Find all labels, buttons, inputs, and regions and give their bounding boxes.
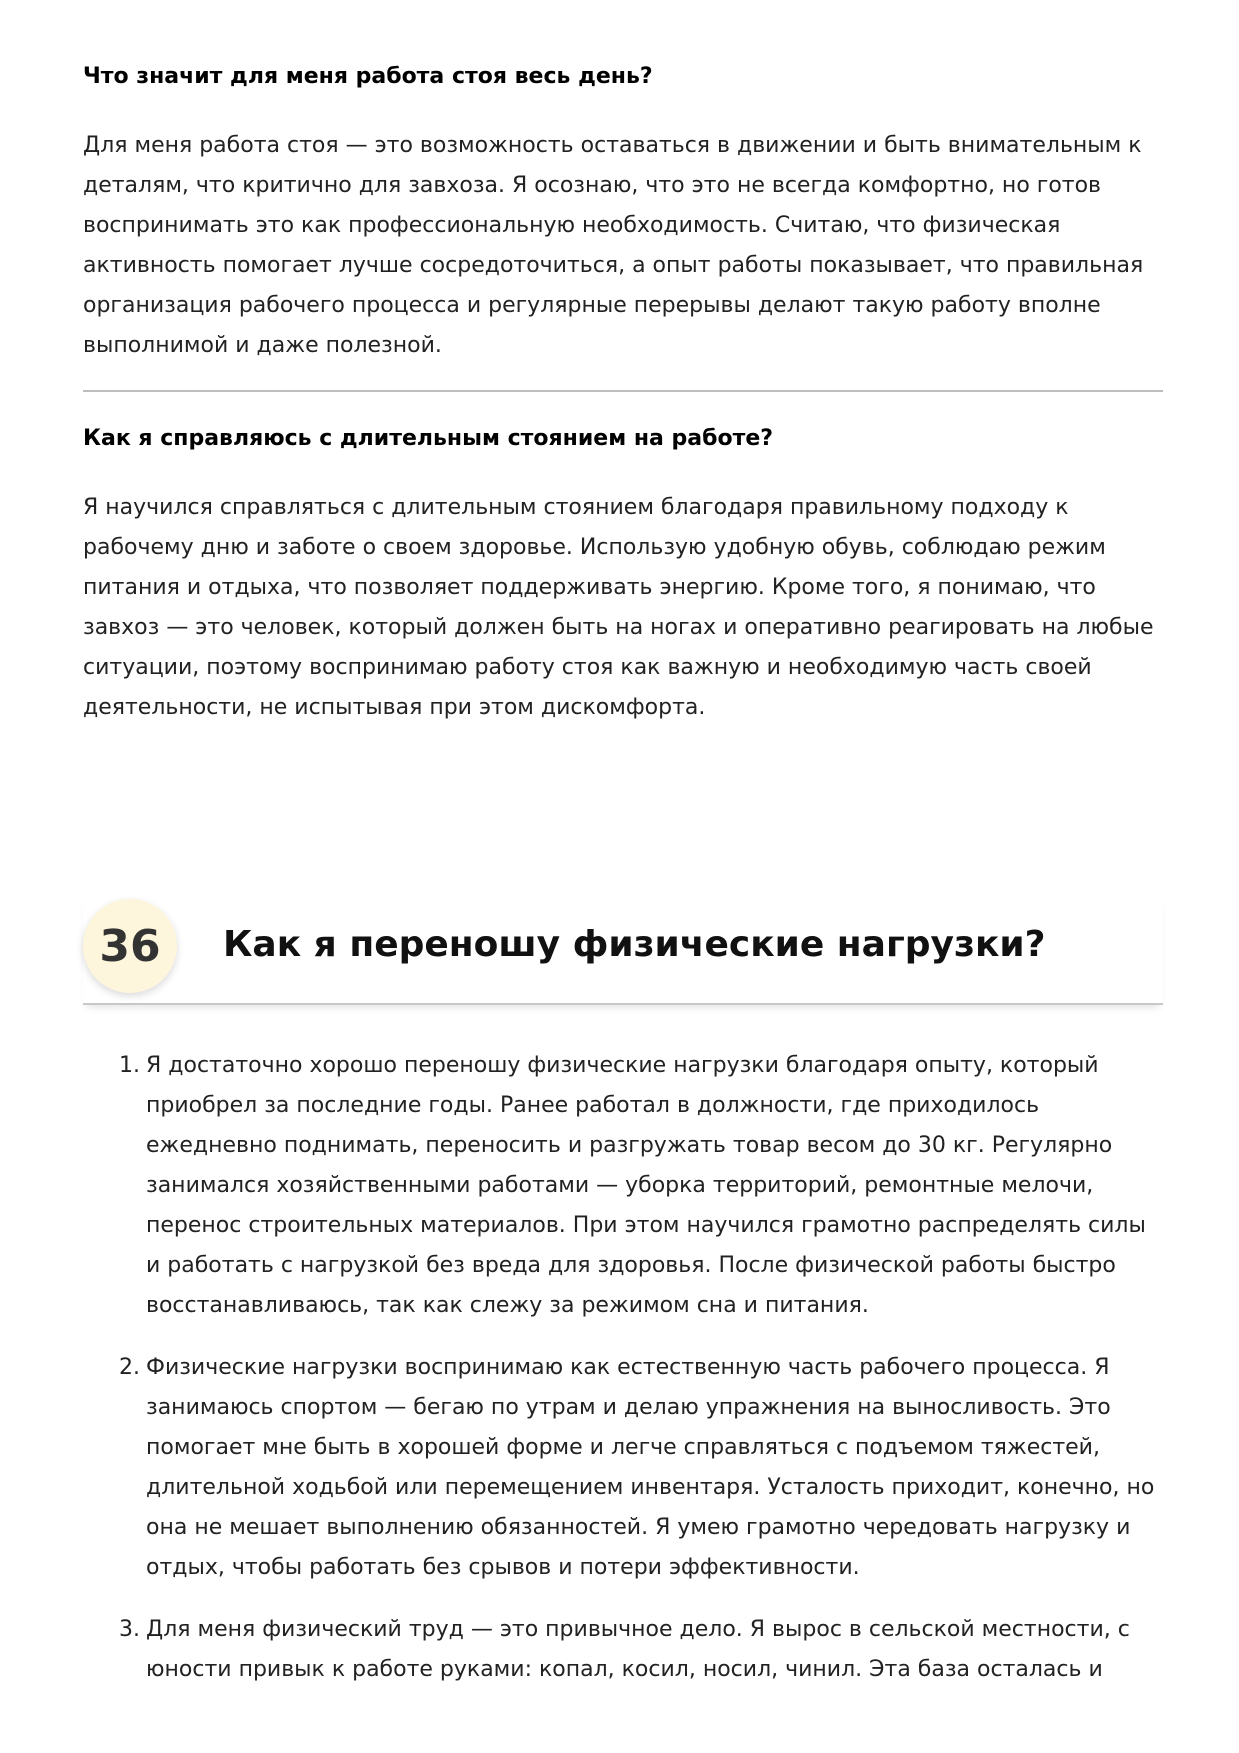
list-item-text: Физические нагрузки воспринимаю как естественную часть рабочего процесса. Я занимаюсь спортом — бегаю по утрам и делаю упражнения на выносливость. Это помогает мне быть в хорошей форме и легче справляться с подъемом тяжестей, длительной ходьбой или перемещением инвентаря. Усталость приходит, конечно, но она не мешает выполнению обязанностей. Я умею грамотно чередовать нагрузку и отдых, чтобы работать без срывов и потери эффективности. bbox=[146, 1355, 1155, 1580]
answer-list bbox=[83, 1046, 1163, 1712]
sub-question-title: Что значит для меня работа стоя весь день? bbox=[83, 64, 653, 89]
divider bbox=[83, 390, 1163, 392]
list-item-text: Я достаточно хорошо переношу физические нагрузки благодаря опыту, который приобрел за последние годы. Ранее работал в должности, где приходилось ежедневно поднимать, переносить и разгружать товар весом до 30 кг. Регулярно занимался хозяйственными работами — уборка территорий, ремонтные мелочи, перенос строительных материалов. При этом научился грамотно распределять силы и работать с нагрузкой без вреда для здоровья. После физической работы быстро восстанавливаюсь, так как слежу за режимом сна и питания. bbox=[146, 1053, 1146, 1318]
sub-question-title: Как я справляюсь с длительным стоянием на работе? bbox=[83, 426, 774, 451]
prior-answers bbox=[83, 62, 1163, 728]
question-title: Как я переношу физические нагрузки? bbox=[223, 924, 1046, 965]
answer-block-standing-meaning bbox=[83, 62, 1163, 366]
list-item-text: Для меня физический труд — это привычное дело. Я вырос в сельской местности, с юности привык к работе руками: копал, косил, носил, чинил. Эта база осталась и bbox=[146, 1617, 1130, 1682]
list-item-number: 1. bbox=[119, 1053, 140, 1078]
list-item bbox=[83, 1610, 1163, 1690]
list-item bbox=[83, 1348, 1163, 1588]
question-header bbox=[83, 893, 1163, 1005]
answer-block-long-standing bbox=[83, 424, 1163, 728]
list-item bbox=[83, 1046, 1163, 1326]
list-item-number: 2. bbox=[119, 1355, 140, 1380]
sub-question-text: Для меня работа стоя — это возможность оставаться в движении и быть внимательным к деталям, что критично для завхоза. Я осознаю, что это не всегда комфортно, но готов воспринимать это как профессиональную необходимость. Считаю, что физическая активность помогает лучше сосредоточиться, а опыт работы показывает, что правильная организация рабочего процесса и регулярные перерывы делают такую работу вполне выполнимой и даже полезной. bbox=[83, 133, 1144, 358]
question-number-badge: 36 bbox=[83, 899, 177, 993]
sub-question-text: Я научился справляться с длительным стоянием благодаря правильному подходу к рабочему дню и заботе о своем здоровье. Использую удобную обувь, соблюдаю режим питания и отдыха, что позволяет поддерживать энергию. Кроме того, я понимаю, что завхоз — это человек, который должен быть на ногах и оперативно реагировать на любые ситуации, поэтому воспринимаю работу стоя как важную и необходимую часть своей деятельности, не испытывая при этом дискомфорта. bbox=[83, 495, 1154, 720]
list-item-number: 3. bbox=[119, 1617, 140, 1642]
